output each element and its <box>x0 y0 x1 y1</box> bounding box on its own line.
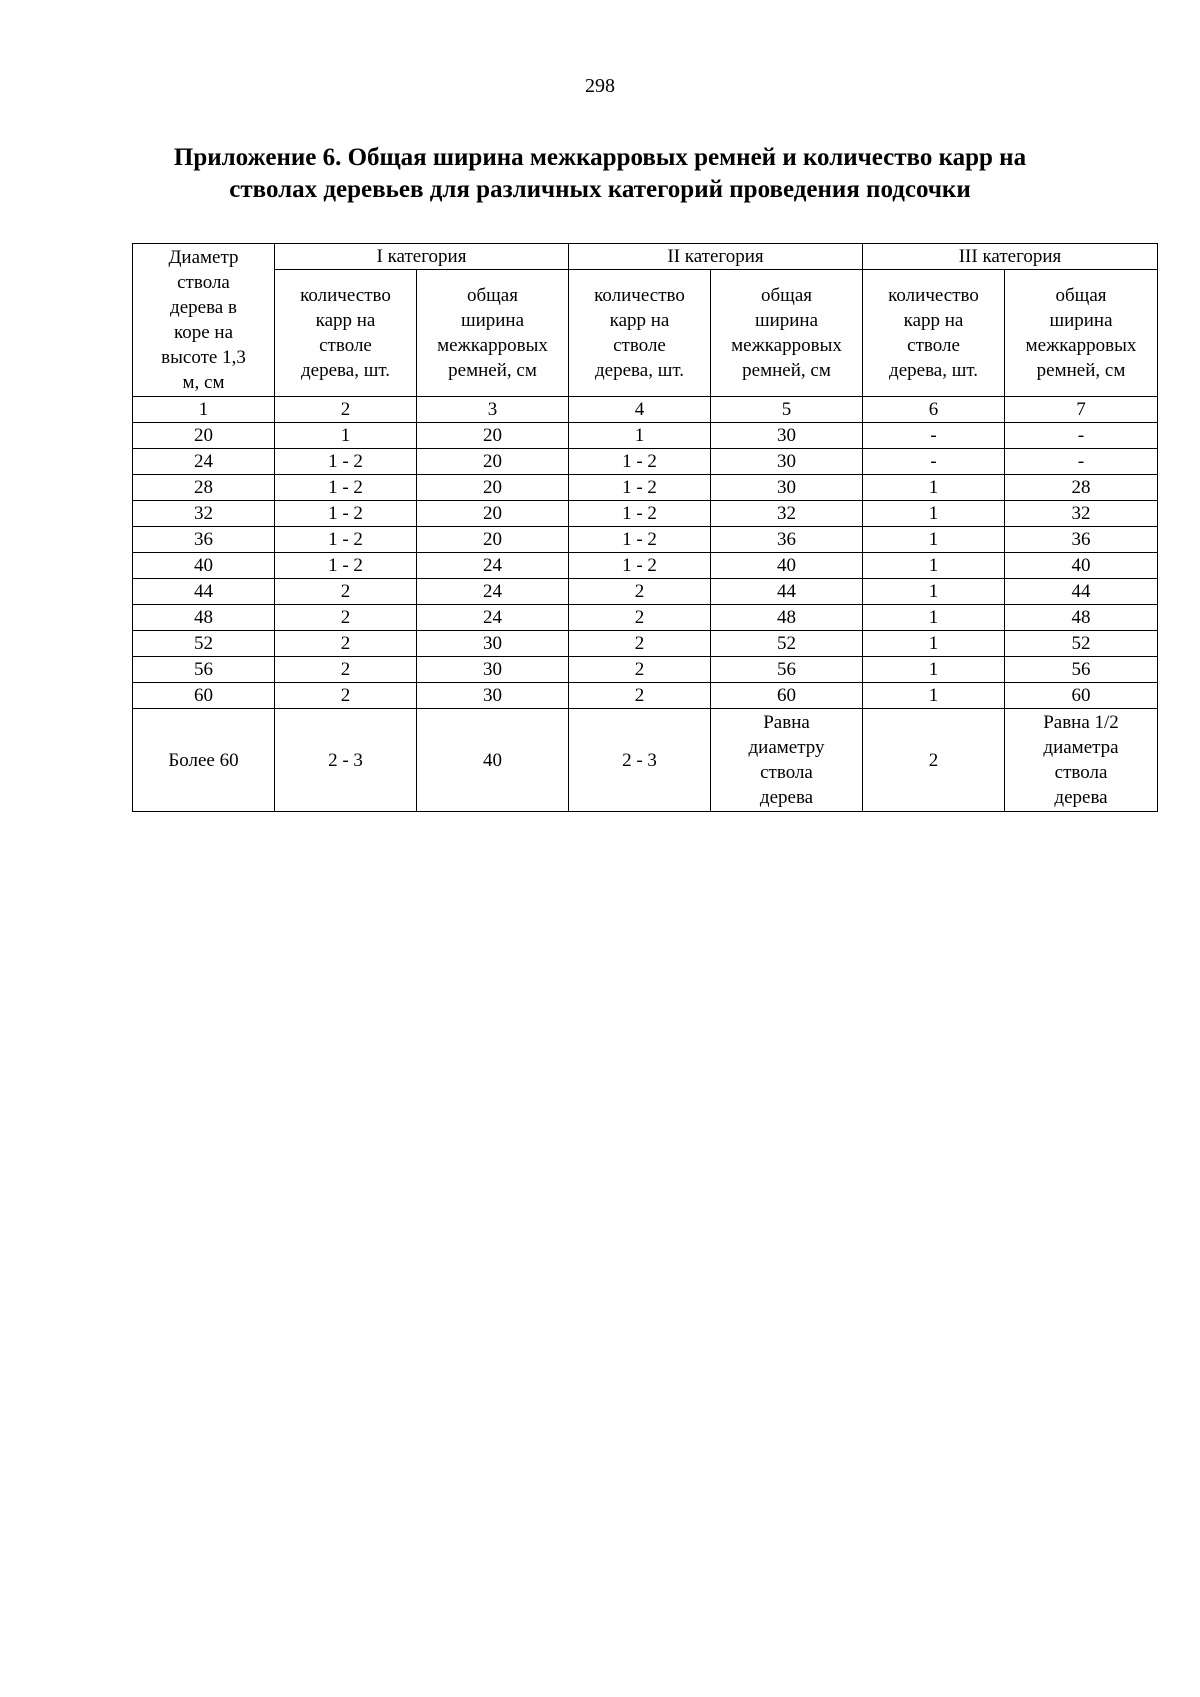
table-row <box>133 657 1158 683</box>
table-row <box>133 631 1158 657</box>
diameter-cell: 40 <box>133 553 275 579</box>
table-cell: 1 <box>863 501 1005 527</box>
table-cell: 2 <box>275 605 417 631</box>
table-cell: 1 - 2 <box>569 553 711 579</box>
table-row <box>133 579 1158 605</box>
table-cell: 1 - 2 <box>569 527 711 553</box>
cat-iii-width-header: общая ширина межкарровых ремней, см <box>1005 270 1158 397</box>
table-cell: 1 <box>863 657 1005 683</box>
table-cell: 30 <box>417 657 569 683</box>
table-cell: 24 <box>417 579 569 605</box>
table-cell: 1 <box>863 631 1005 657</box>
table-cell: 2 <box>569 631 711 657</box>
column-number: 3 <box>417 397 569 423</box>
table-row <box>133 449 1158 475</box>
table-cell: 1 <box>569 423 711 449</box>
table-cell: 2 <box>569 605 711 631</box>
table-cell: 60 <box>1005 683 1158 709</box>
table-cell: - <box>1005 423 1158 449</box>
table-cell: 1 <box>863 683 1005 709</box>
diameter-cell: 48 <box>133 605 275 631</box>
column-number: 5 <box>711 397 863 423</box>
table-row <box>133 605 1158 631</box>
table-row <box>133 527 1158 553</box>
table-cell: 2 <box>569 683 711 709</box>
table-cell: 28 <box>1005 475 1158 501</box>
table-cell: 1 - 2 <box>569 475 711 501</box>
table-cell: 44 <box>1005 579 1158 605</box>
table-cell: 2 <box>569 657 711 683</box>
table-cell: 20 <box>417 449 569 475</box>
diameter-cell: 44 <box>133 579 275 605</box>
diameter-cell: 52 <box>133 631 275 657</box>
table-cell: - <box>863 423 1005 449</box>
column-number: 1 <box>133 397 275 423</box>
table-cell: 1 <box>863 605 1005 631</box>
table-cell: 1 <box>863 579 1005 605</box>
table-cell: 20 <box>417 527 569 553</box>
appendix-title-line-2: стволах деревьев для различных категорий проведения подсочки <box>229 176 971 203</box>
page-number: 298 <box>585 75 615 97</box>
table-cell: 30 <box>417 683 569 709</box>
table-cell: 36 <box>711 527 863 553</box>
table-cell: 2 <box>275 657 417 683</box>
table-cell: 30 <box>711 423 863 449</box>
table-cell: 24 <box>417 553 569 579</box>
diameter-cell: 28 <box>133 475 275 501</box>
table-cell: 30 <box>711 475 863 501</box>
diameter-cell: 20 <box>133 423 275 449</box>
table-cell: 1 <box>275 423 417 449</box>
table-row <box>133 423 1158 449</box>
table-cell: 40 <box>711 553 863 579</box>
table-cell: 1 - 2 <box>569 449 711 475</box>
table-cell: 2 <box>275 683 417 709</box>
category-ii-header: II категория <box>569 244 863 270</box>
diameter-cell: 24 <box>133 449 275 475</box>
table-cell: 1 - 2 <box>275 527 417 553</box>
table-cell: 36 <box>1005 527 1158 553</box>
table-cell: 20 <box>417 423 569 449</box>
subheader-row <box>133 270 1158 397</box>
appendix-table <box>132 243 1158 812</box>
table-cell: 2 <box>275 579 417 605</box>
table-cell: 24 <box>417 605 569 631</box>
table-row <box>133 501 1158 527</box>
table-cell: 48 <box>711 605 863 631</box>
table-cell: 30 <box>417 631 569 657</box>
category-iii-header: III категория <box>863 244 1158 270</box>
table-cell: 40 <box>417 709 569 812</box>
diameter-cell: 60 <box>133 683 275 709</box>
table-cell: 40 <box>1005 553 1158 579</box>
table-cell: 48 <box>1005 605 1158 631</box>
table-cell: 44 <box>711 579 863 605</box>
table-cell: 30 <box>711 449 863 475</box>
table-cell: 1 <box>863 527 1005 553</box>
table-cell: Равна 1/2 диаметра ствола дерева <box>1005 709 1158 812</box>
table-row <box>133 683 1158 709</box>
table-cell: - <box>863 449 1005 475</box>
table-cell: 1 - 2 <box>569 501 711 527</box>
diameter-cell: 36 <box>133 527 275 553</box>
column-number: 2 <box>275 397 417 423</box>
cat-iii-count-header: количество карр на стволе дерева, шт. <box>863 270 1005 397</box>
table-cell: 56 <box>711 657 863 683</box>
category-header-row <box>133 244 1158 270</box>
diameter-header-cell: Диаметр ствола дерева в коре на высоте 1,3 м, см <box>133 244 275 397</box>
cat-ii-width-header: общая ширина межкарровых ремней, см <box>711 270 863 397</box>
table-cell: 2 - 3 <box>569 709 711 812</box>
table-cell: 32 <box>711 501 863 527</box>
diameter-cell: Более 60 <box>133 709 275 812</box>
table-cell: 1 <box>863 475 1005 501</box>
table-cell: 1 - 2 <box>275 553 417 579</box>
appendix-title-line-1: Приложение 6. Общая ширина межкарровых ремней и количество карр на <box>173 144 1027 171</box>
table-cell: 52 <box>711 631 863 657</box>
table-cell: 1 - 2 <box>275 501 417 527</box>
table-cell: 56 <box>1005 657 1158 683</box>
cat-i-width-header: общая ширина межкарровых ремней, см <box>417 270 569 397</box>
table-cell: 1 <box>863 553 1005 579</box>
table-row <box>133 553 1158 579</box>
diameter-cell: 32 <box>133 501 275 527</box>
cat-ii-count-header: количество карр на стволе дерева, шт. <box>569 270 711 397</box>
column-number-row <box>133 397 1158 423</box>
diameter-cell: 56 <box>133 657 275 683</box>
appendix-title <box>130 142 1070 206</box>
table-cell: - <box>1005 449 1158 475</box>
table-cell: Равна диаметру ствола дерева <box>711 709 863 812</box>
table-cell: 2 <box>863 709 1005 812</box>
table-cell: 1 - 2 <box>275 449 417 475</box>
table-cell: 32 <box>1005 501 1158 527</box>
cat-i-count-header: количество карр на стволе дерева, шт. <box>275 270 417 397</box>
column-number: 4 <box>569 397 711 423</box>
table-cell: 20 <box>417 475 569 501</box>
column-number: 6 <box>863 397 1005 423</box>
table-cell: 20 <box>417 501 569 527</box>
table-cell: 1 - 2 <box>275 475 417 501</box>
table-cell: 2 <box>569 579 711 605</box>
table-row <box>133 709 1158 812</box>
table-cell: 60 <box>711 683 863 709</box>
table-cell: 2 - 3 <box>275 709 417 812</box>
table-cell: 52 <box>1005 631 1158 657</box>
table-cell: 2 <box>275 631 417 657</box>
category-i-header: I категория <box>275 244 569 270</box>
column-number: 7 <box>1005 397 1158 423</box>
table-row <box>133 475 1158 501</box>
